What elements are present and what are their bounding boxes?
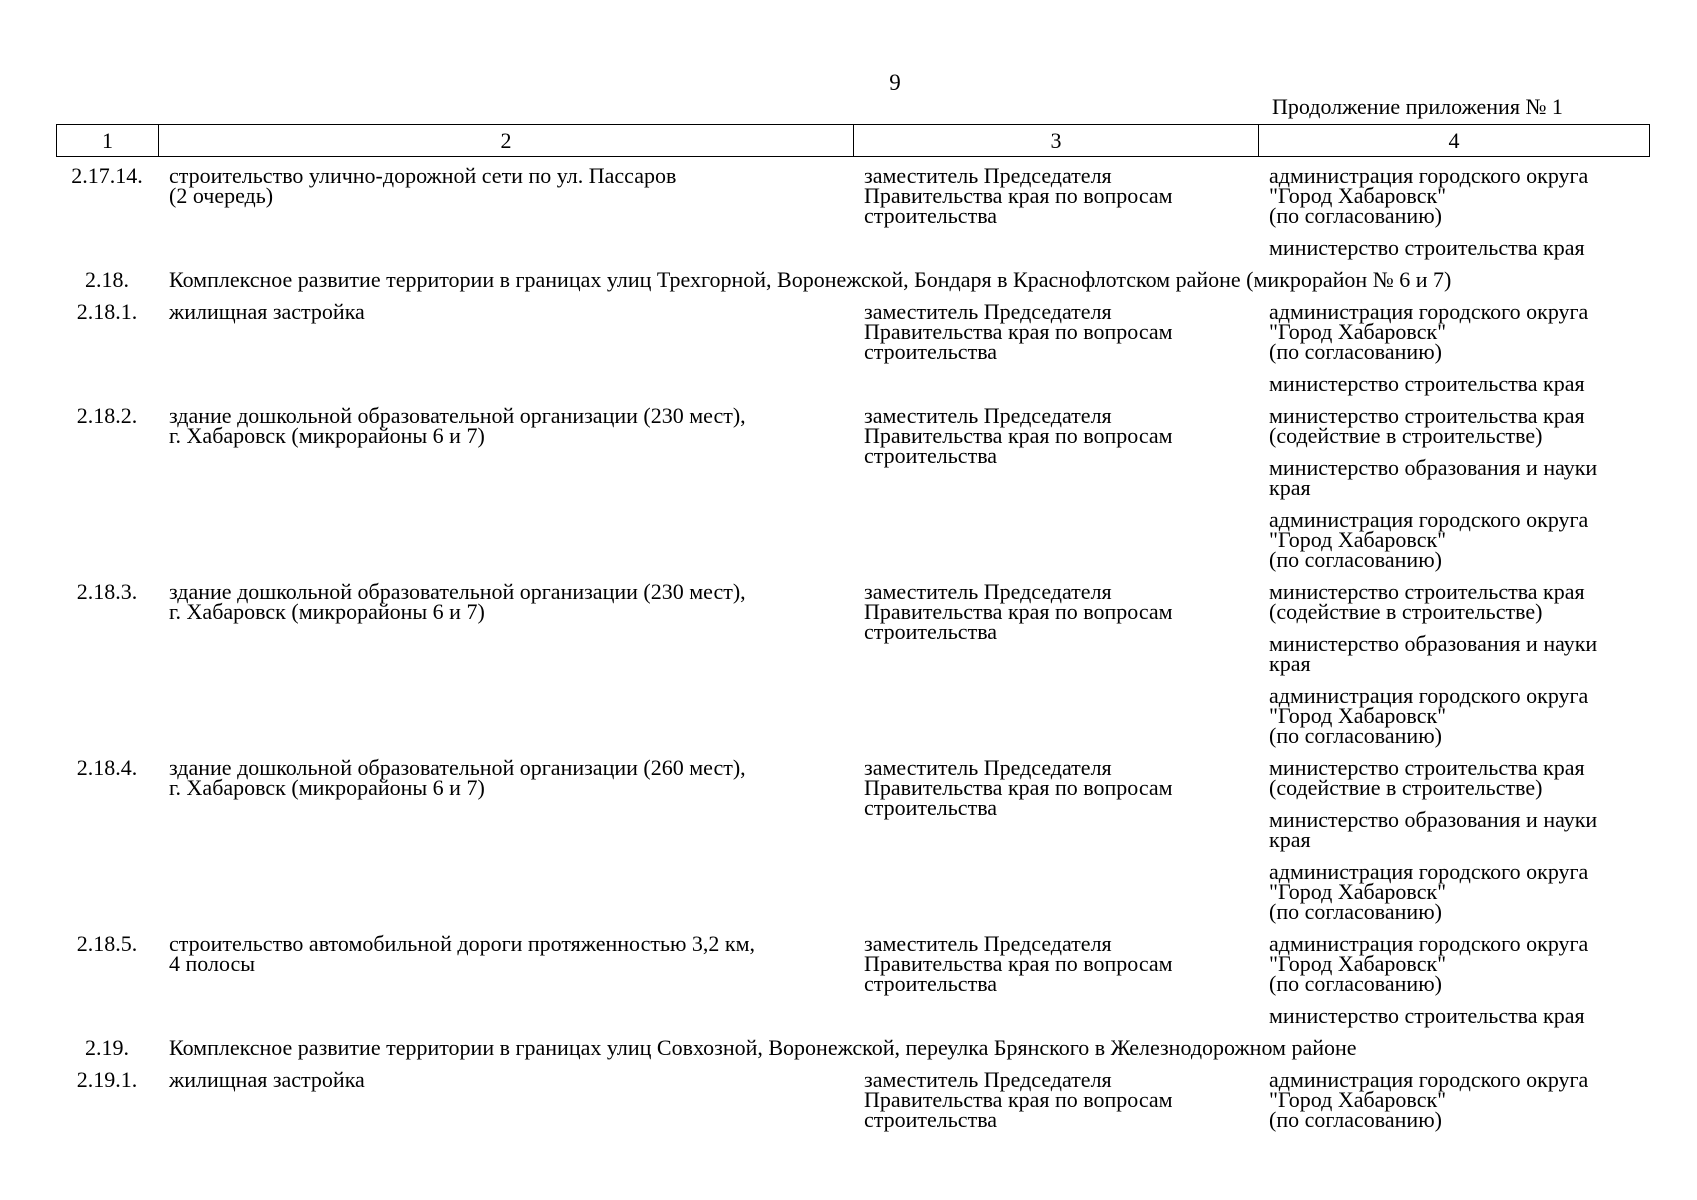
text-line: заместитель Председателя [864,755,1112,780]
executors-cell [1258,931,1649,1028]
executor-entry [1269,931,1638,996]
text-line: (2 очередь) [169,183,274,208]
text-line: (по согласованию) [1269,723,1442,748]
executors-cell [1258,299,1649,396]
text-line: здание дошкольной образовательной организации (230 мест), [169,403,746,428]
text-line: заместитель Председателя [864,579,1112,604]
text-line: (по согласованию) [1269,1107,1442,1132]
responsible-person [853,579,1258,746]
table-row [56,934,1649,1026]
section-number: 2.19. [85,1035,129,1060]
text-line: заместитель Председателя [864,1067,1112,1092]
text-line: (по согласованию) [1269,203,1442,228]
item-number: 2.18.2. [76,403,138,428]
text-line: Правительства края по вопросам [864,183,1173,208]
item-name [158,579,853,746]
item-name [158,403,853,570]
text-line: г. Хабаровск (микрорайоны 6 и 7) [169,423,485,448]
text-line: края [1269,475,1311,500]
section-title: Комплексное развитие территории в границах улиц Совхозной, Воронежской, переулка Брянского в Железнодорожном районе [169,1035,1357,1060]
content-table [56,163,1649,1142]
text-line: администрация городского округа [1269,931,1589,956]
executors-cell [1258,163,1649,260]
text-line: Правительства края по вопросам [864,423,1173,448]
executor-entry [1269,403,1638,448]
section-number: 2.18. [85,267,129,292]
text-line: администрация городского округа [1269,1067,1589,1092]
column-header-1: 1 [57,125,159,157]
table-row [56,302,1649,394]
text-line: "Город Хабаровск" [1269,183,1447,208]
item-number: 2.19.1. [76,1067,138,1092]
table-row [56,582,1649,746]
item-name [158,755,853,922]
text-line: г. Хабаровск (микрорайоны 6 и 7) [169,599,485,624]
text-line: края [1269,827,1311,852]
text-line: министерство строительства края [1269,1003,1585,1028]
item-name [158,299,853,394]
text-line: Правительства края по вопросам [864,319,1173,344]
executor-entry [1269,631,1638,676]
section-row [56,1038,1649,1058]
executors-cell [1258,1067,1649,1132]
responsible-person [853,299,1258,394]
text-line: строительства [864,339,998,364]
item-number: 2.18.5. [76,931,138,956]
text-line: администрация городского округа [1269,299,1589,324]
executors-cell [1258,579,1649,748]
text-line: здание дошкольной образовательной организации (230 мест), [169,579,746,604]
executor-entry [1269,371,1638,396]
table-row [56,406,1649,570]
text-line: заместитель Председателя [864,931,1112,956]
text-line: (содействие в строительстве) [1269,775,1543,800]
column-header-table [56,124,1650,157]
text-line: министерство образования и науки [1269,455,1598,480]
column-header-row [57,125,1650,157]
text-line: "Город Хабаровск" [1269,1087,1447,1112]
item-number: 2.18.3. [76,579,138,604]
text-line: строительства [864,443,998,468]
executor-entry [1269,683,1638,748]
text-line: строительства [864,619,998,644]
text-line: министерство строительства края [1269,755,1585,780]
text-line: Правительства края по вопросам [864,951,1173,976]
item-name [158,931,853,1026]
executor-entry [1269,755,1638,800]
text-line: (по согласованию) [1269,547,1442,572]
column-header-4: 4 [1259,125,1650,157]
text-line: строительства [864,1107,998,1132]
text-line: министерство образования и науки [1269,807,1598,832]
text-line: (по согласованию) [1269,899,1442,924]
executor-entry [1269,163,1638,228]
appendix-continuation-note: Продолжение приложения № 1 [1272,94,1563,119]
responsible-person [853,755,1258,922]
text-line: заместитель Председателя [864,299,1112,324]
text-line: (по согласованию) [1269,971,1442,996]
executors-cell [1258,755,1649,924]
text-line: заместитель Председателя [864,163,1112,188]
executor-entry [1269,455,1638,500]
page-number: 9 [889,70,901,95]
text-line: здание дошкольной образовательной организации (260 мест), [169,755,746,780]
text-line: (содействие в строительстве) [1269,599,1543,624]
text-line: министерство строительства края [1269,371,1585,396]
responsible-person [853,163,1258,258]
text-line: министерство строительства края [1269,235,1585,260]
text-line: администрация городского округа [1269,163,1589,188]
item-name [158,1067,853,1130]
executor-entry [1269,579,1638,624]
text-line: администрация городского округа [1269,507,1589,532]
section-row [56,270,1649,290]
table-row [56,166,1649,258]
text-line: министерство строительства края [1269,579,1585,604]
text-line: Правительства края по вопросам [864,599,1173,624]
text-line: строительство автомобильной дороги протяженностью 3,2 км, [169,931,756,956]
text-line: (по согласованию) [1269,339,1442,364]
responsible-person [853,931,1258,1026]
responsible-person [853,1067,1258,1132]
table-row [56,1070,1649,1130]
text-line: "Город Хабаровск" [1269,879,1447,904]
text-line: "Город Хабаровск" [1269,319,1447,344]
text-line: министерство строительства края [1269,403,1585,428]
text-line: строительство улично-дорожной сети по ул. Пассаров [169,163,677,188]
column-header-3: 3 [854,125,1259,157]
item-name [158,163,853,258]
text-line: администрация городского округа [1269,683,1589,708]
text-line: "Город Хабаровск" [1269,703,1447,728]
text-line: г. Хабаровск (микрорайоны 6 и 7) [169,775,485,800]
text-line: Правительства края по вопросам [864,1087,1173,1112]
text-line: жилищная застройка [169,299,365,324]
section-title: Комплексное развитие территории в границах улиц Трехгорной, Воронежской, Бондаря в Краснофлотском районе (микрорайон № 6 и 7) [169,267,1452,292]
text-line: "Город Хабаровск" [1269,951,1447,976]
executor-entry [1269,1067,1638,1132]
item-number: 2.18.4. [76,755,138,780]
executors-cell [1258,403,1649,572]
column-header-2: 2 [159,125,854,157]
text-line: заместитель Председателя [864,403,1112,428]
executor-entry [1269,859,1638,924]
text-line: "Город Хабаровск" [1269,527,1447,552]
executor-entry [1269,507,1638,572]
text-line: 4 полосы [169,951,256,976]
executor-entry [1269,807,1638,852]
item-number: 2.17.14. [71,163,143,188]
executor-entry [1269,299,1638,364]
text-line: жилищная застройка [169,1067,365,1092]
text-line: Правительства края по вопросам [864,775,1173,800]
executor-entry [1269,235,1638,260]
text-line: строительства [864,203,998,228]
text-line: строительства [864,971,998,996]
item-number: 2.18.1. [76,299,138,324]
executor-entry [1269,1003,1638,1028]
text-line: администрация городского округа [1269,859,1589,884]
text-line: министерство образования и науки [1269,631,1598,656]
table-row [56,758,1649,922]
responsible-person [853,403,1258,570]
text-line: края [1269,651,1311,676]
text-line: (содействие в строительстве) [1269,423,1543,448]
text-line: строительства [864,795,998,820]
